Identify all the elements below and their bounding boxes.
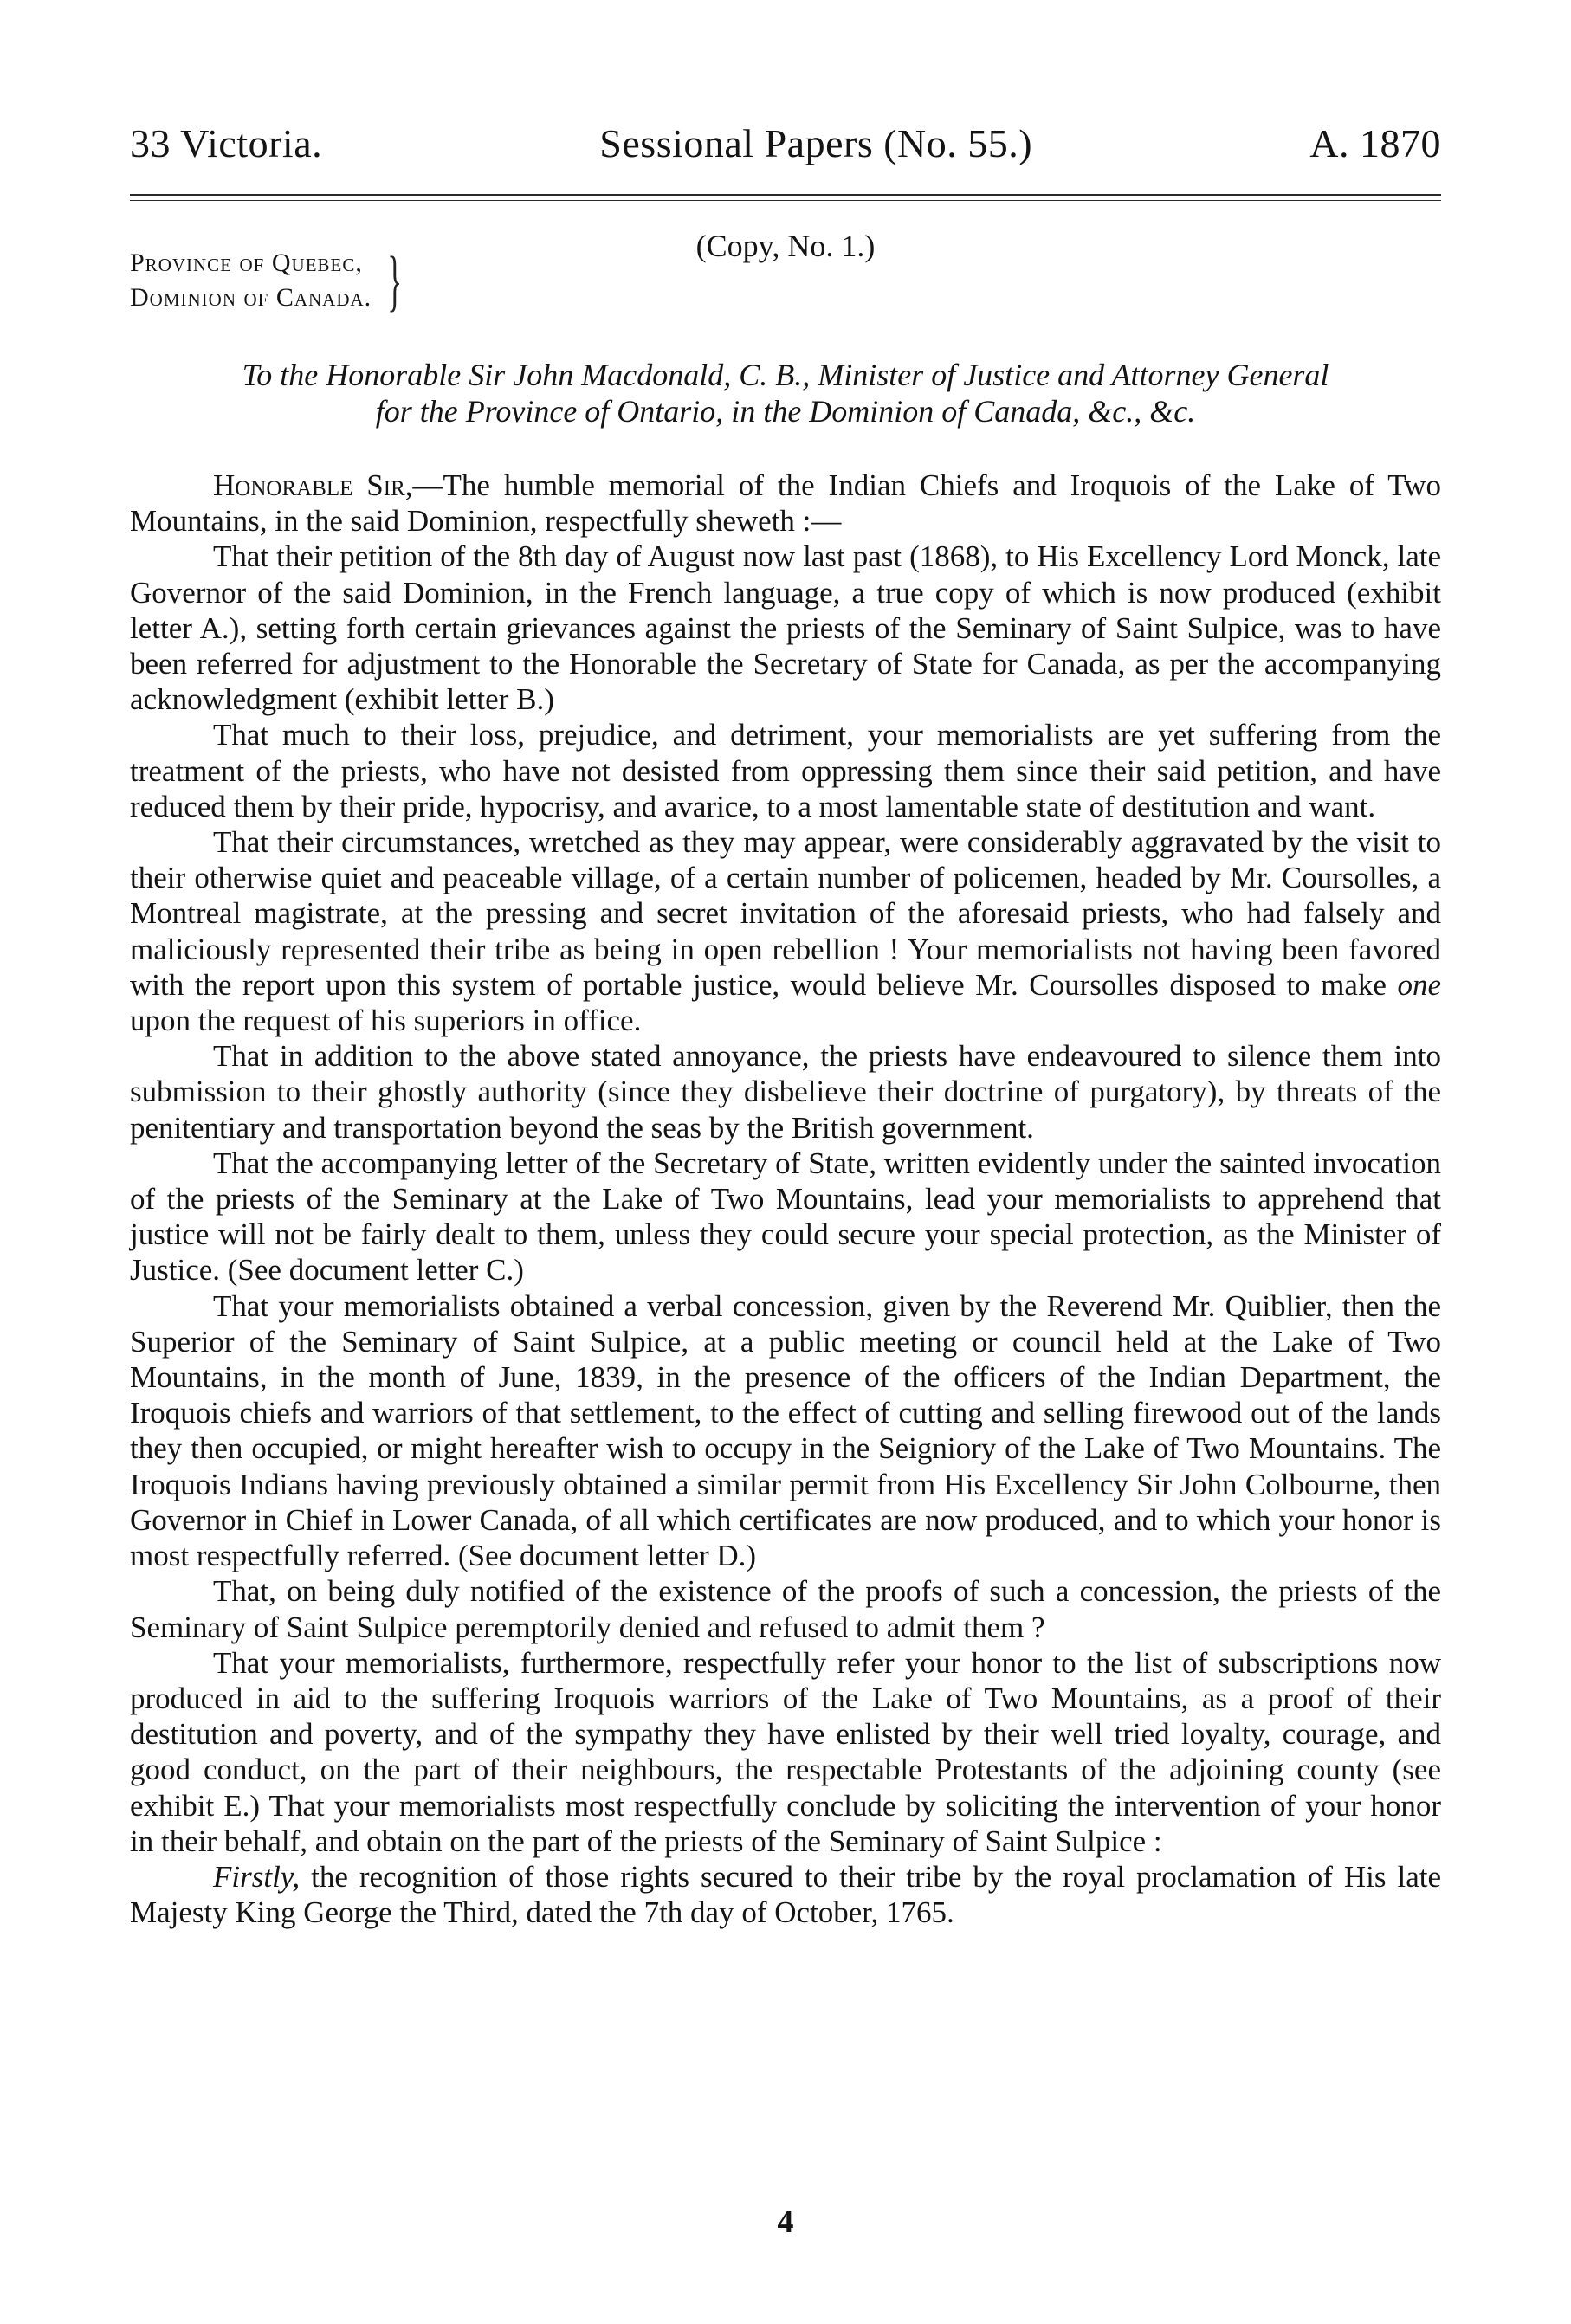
header-double-rule <box>130 194 1441 201</box>
memorial-body <box>130 468 1441 1930</box>
header-session: 33 Victoria. <box>130 121 323 165</box>
paragraph: That in addition to the above stated annoyance, the priests have endeavoured to silence them into submission to their ghostly authority (since they disbelieve their doctrine of purgatory), by threats of the penitentiary and transportation beyond the seas by the British government. <box>130 1039 1441 1145</box>
addressee <box>130 357 1441 429</box>
paragraph: That their petition of the 8th day of August now last past (1868), to His Excellency Lord Monck, late Governor of the said Dominion, in the French language, a true copy of which is now produced (exhibit letter A.), setting forth certain grievances against the priests of the Seminary of Saint Sulpice, was to have been referred for adjustment to the Honorable the Secretary of State for Canada, as per the accompanying acknowledgment (exhibit letter B.) <box>130 539 1441 717</box>
province-lines <box>130 246 372 315</box>
paragraph-opening <box>130 468 1441 539</box>
paragraph: That, on being duly notified of the existence of the proofs of such a concession, the priests of the Seminary of Saint Sulpice peremptorily denied and refused to admit them ? <box>130 1574 1441 1644</box>
paragraph-text: That their circumstances, wretched as they may appear, were considerably aggravated by the visit to their otherwise quiet and peaceable village, of a certain number of policemen, headed by Mr. Coursolles, a Montreal magistrate, at the pressing and secret invitation of the aforesaid priests, who had falsely and maliciously represented their tribe as being in open rebellion ! Your memorialists not having been favored with the report upon this system of portable justice, would believe Mr. Coursolles disposed to make <box>130 825 1441 1002</box>
firstly-lead: Firstly, <box>213 1859 301 1894</box>
address-block <box>130 227 1441 348</box>
paragraph <box>130 824 1441 1038</box>
emphasis-text: one <box>1397 967 1441 1002</box>
addressee-line-1: To the Honorable Sir John Macdonald, C. B., Minister of Justice and Attorney General <box>242 358 1329 392</box>
running-header <box>130 119 1441 168</box>
paragraph-text: upon the request of his superiors in office. <box>130 1004 642 1038</box>
paragraph: That your memorialists, furthermore, respectfully refer your honor to the list of subscriptions now produced in aid to the suffering Iroquois warriors of the Lake of Two Mountains, as a proof of their destitution and poverty, and of the sympathy they have enlisted by their well tried loyalty, courage, and good conduct, on the part of their neighbours, the respectable Protestants of the adjoining county (see exhibit E.) That your memorialists most respectfully conclude by soliciting the intervention of your honor in their behalf, and obtain on the part of the priests of the Seminary of Saint Sulpice : <box>130 1645 1441 1858</box>
opening-salutation: Honorable Sir, <box>213 468 413 502</box>
province-block <box>130 242 411 318</box>
header-year: A. 1870 <box>1309 121 1441 165</box>
paragraph: That the accompanying letter of the Secretary of State, written evidently under the sainted invocation of the priests of the Seminary at the Lake of Two Mountains, lead your memorialists to apprehend that justice will not be fairly dealt to them, unless they could secure your special protection, as the Minister of Justice. (See document letter C.) <box>130 1146 1441 1288</box>
opening-text: —The humble memorial of the Indian Chiefs and Iroquois of the Lake of Two Mountains, in the said Dominion, respectfully sheweth :— <box>130 468 1441 539</box>
right-brace-glyph: } <box>387 242 403 318</box>
header-title: Sessional Papers (No. 55.) <box>599 121 1033 165</box>
paragraph-text: the recognition of those rights secured to their tribe by the royal proclamation of His late Majesty King George the Third, dated the 7th day of October, 1765. <box>130 1859 1441 1930</box>
paragraph: That much to their loss, prejudice, and detriment, your memorialists are yet suffering from the treatment of the priests, who have not desisted from oppressing them since their said petition, and have reduced them by their pride, hypocrisy, and avarice, to a most lamentable state of destitution and want. <box>130 718 1441 823</box>
addressee-line-2: for the Province of Ontario, in the Dominion of Canada, &c., &c. <box>375 394 1196 429</box>
province-line: Province of Quebec, <box>130 249 363 277</box>
copy-number: (Copy, No. 1.) <box>695 229 876 263</box>
dominion-line: Dominion of Canada. <box>130 283 372 312</box>
paragraph-firstly <box>130 1859 1441 1930</box>
paragraph: That your memorialists obtained a verbal concession, given by the Reverend Mr. Quiblier, then the Superior of the Seminary of Saint Sulpice, at a public meeting or council held at the Lake of Two Mountains, in the month of June, 1839, in the presence of the officers of the Indian Department, the Iroquois chiefs and warriors of that settlement, to the effect of cutting and selling firewood out of the lands they then occupied, or might hereafter wish to occupy in the Seigniory of the Lake of Two Mountains. The Iroquois Indians having previously obtained a similar permit from His Excellency Sir John Colbourne, then Governor in Chief in Lower Canada, of all which certificates are now produced, and to which your honor is most respectfully referred. (See document letter D.) <box>130 1288 1441 1573</box>
page-number: 4 <box>777 2204 794 2240</box>
